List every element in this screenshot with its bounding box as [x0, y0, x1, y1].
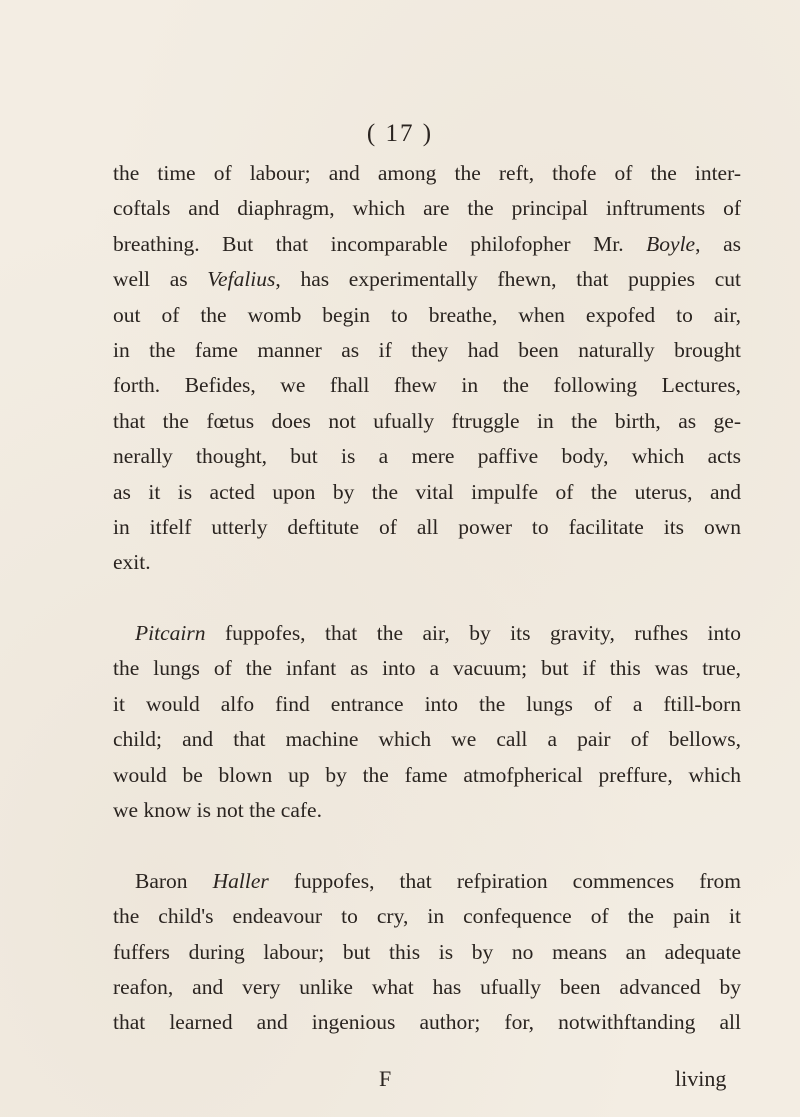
line-text: Baron [135, 868, 213, 893]
paragraph [113, 616, 741, 828]
line-text: fuffers during labour; but this is by no means an adequate [113, 939, 741, 964]
text-line [113, 156, 741, 191]
text-line [113, 227, 741, 262]
paragraph-gap [113, 581, 741, 616]
line-text: the lungs of the infant as into a vacuum; but if this was true, [113, 656, 741, 681]
line-text: fuppofes, that the air, by its gravity, rufhes into [205, 621, 741, 646]
line-text: the time of labour; and among the reft, thofe of the inter- [113, 161, 741, 185]
signature-mark: F [379, 1066, 392, 1091]
line-text: forth. Befides, we fhall fhew in the following Lectures, [113, 373, 741, 398]
text-line [113, 722, 741, 757]
line-text: child; and that machine which we call a pair of bellows, [113, 727, 741, 752]
text-line [113, 793, 741, 828]
text-line [113, 439, 741, 474]
text-line [113, 262, 741, 297]
line-text: would be blown up by the fame atmofpherical preffure, which [113, 762, 741, 787]
line-text: it would alfo find entrance into the lungs of a ftill-born [113, 691, 741, 716]
paragraph [113, 156, 741, 581]
line-text: fuppofes, that refpiration commences from [268, 868, 741, 893]
text-line [113, 758, 741, 793]
text-line [113, 368, 741, 403]
text-line [113, 899, 741, 934]
line-text: well as [113, 267, 208, 292]
italic-name: Vefalius [207, 267, 276, 292]
line-text: reafon, and very unlike what has ufually been advanced by [113, 974, 741, 999]
page-number: ( 17 ) [366, 120, 434, 147]
line-text: out of the womb begin to breathe, when expofed to air, [113, 302, 741, 327]
text-line [113, 404, 741, 439]
text-line [113, 298, 741, 333]
line-text: , has experimentally fhewn, that puppies cut [275, 267, 741, 292]
text-line [113, 475, 741, 510]
text-line [113, 333, 741, 368]
italic-name: Boyle [646, 231, 696, 256]
italic-name: Haller [212, 868, 269, 893]
text-line [113, 864, 741, 899]
text-line [113, 935, 741, 970]
line-text: that the fœtus does not ufually ftruggle in the birth, as ge- [113, 408, 741, 433]
line-text: the child's endeavour to cry, in confequence of the pain it [113, 904, 741, 929]
line-text: exit. [113, 550, 151, 575]
text-line [113, 687, 741, 722]
text-line [113, 191, 741, 226]
line-text: we know is not the cafe. [113, 798, 322, 823]
text-line [113, 545, 741, 580]
italic-name: Pitcairn [135, 621, 206, 646]
text-line [113, 970, 741, 1005]
line-text: breathing. But that incomparable philofopher Mr. [113, 231, 647, 256]
paragraph-gap [113, 828, 741, 863]
text-line [113, 651, 741, 686]
line-text: , as [695, 231, 741, 256]
text-line [113, 1005, 741, 1040]
line-text: as it is acted upon by the vital impulfe of the uterus, and [113, 479, 741, 504]
line-text: nerally thought, but is a mere paffive body, which acts [113, 444, 741, 469]
catchword: living [675, 1066, 727, 1091]
line-text: in itfelf utterly deftitute of all power to facilitate its own [113, 514, 741, 539]
text-line [113, 616, 741, 651]
line-text: coftals and diaphragm, which are the principal inftruments of [113, 196, 741, 221]
line-text: in the fame manner as if they had been naturally brought [113, 337, 741, 362]
body-text [113, 156, 741, 1041]
text-line [113, 510, 741, 545]
paragraph [113, 864, 741, 1041]
page-footer [0, 1066, 800, 1102]
line-text: that learned and ingenious author; for, notwithftanding all [113, 1010, 741, 1035]
